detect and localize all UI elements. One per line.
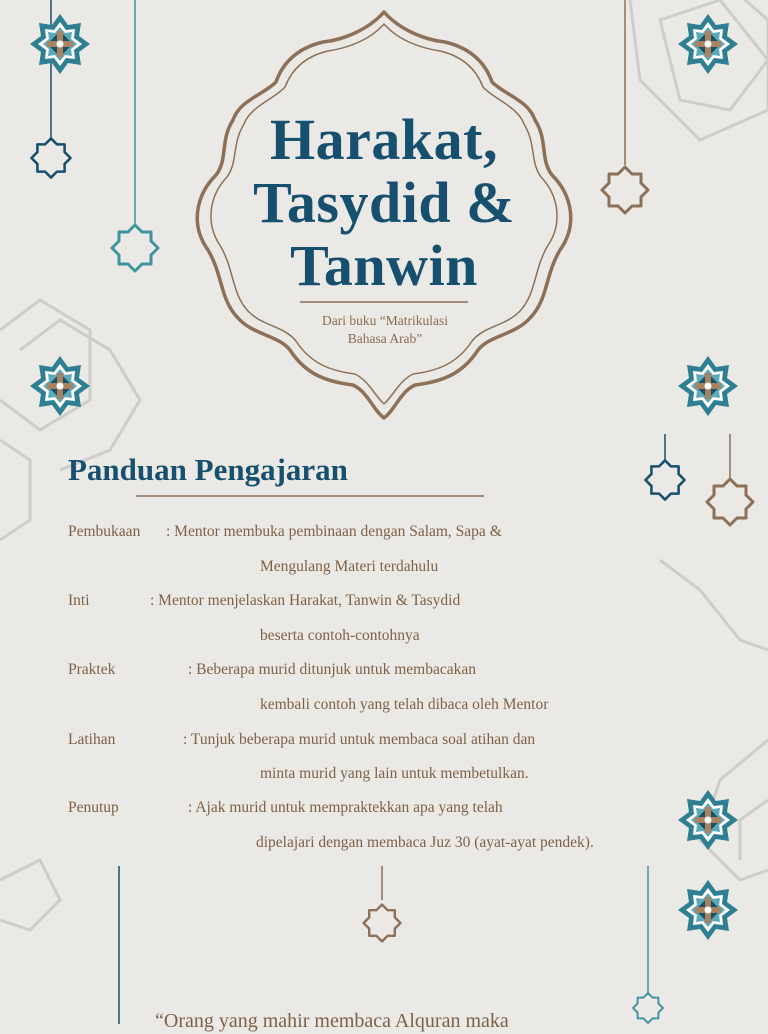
- step-text: : Tunjuk beberapa murid untuk membaca soal atihan dan: [183, 731, 536, 748]
- star-icon: [112, 225, 158, 271]
- star-icon: [602, 167, 648, 213]
- step-continuation: minta murid yang lain untuk membetulkan.: [260, 765, 529, 782]
- subtitle-line-2: Bahasa Arab”: [347, 331, 423, 346]
- step-label: Latihan: [68, 731, 116, 748]
- subtitle-line-1: Dari buku “Matrikulasi: [322, 313, 448, 328]
- step-continuation: dipelajari dengan membaca Juz 30 (ayat-ayat pendek).: [256, 834, 594, 851]
- step-label: Pembukaan: [68, 523, 141, 540]
- ornament-icon: [678, 880, 738, 940]
- step-continuation: Mengulang Materi terdahulu: [260, 558, 439, 575]
- title-line-2: Tasydid &: [253, 170, 515, 235]
- star-icon: [364, 905, 401, 942]
- ornament-icon: [30, 14, 90, 74]
- star-icon: [31, 138, 70, 177]
- step-text: : Beberapa murid ditunjuk untuk membacakan: [188, 661, 476, 678]
- step-label: Praktek: [68, 661, 116, 678]
- step-text: : Mentor membuka pembinaan dengan Salam, Sapa &: [166, 523, 502, 540]
- quote-text: “Orang yang mahir membaca Alquran maka: [155, 1010, 509, 1032]
- ornament-icon: [678, 14, 738, 74]
- star-icon: [645, 460, 684, 499]
- step-text: : Ajak murid untuk mempraktekkan apa yang telah: [188, 799, 503, 816]
- title-line-1: Harakat,: [270, 107, 498, 172]
- step-label: Inti: [68, 592, 90, 609]
- step-text: : Mentor menjelaskan Harakat, Tanwin & Tasydid: [150, 592, 461, 609]
- star-icon: [633, 993, 663, 1023]
- star-icon: [707, 479, 753, 525]
- step-label: Penutup: [68, 799, 119, 816]
- page-title: [214, 108, 554, 297]
- step-continuation: beserta contoh-contohnya: [260, 627, 420, 644]
- title-line-3: Tanwin: [290, 233, 478, 298]
- ornament-icon: [678, 790, 738, 850]
- subtitle: [290, 312, 480, 348]
- step-continuation: kembali contoh yang telah dibaca oleh Mentor: [260, 696, 549, 713]
- ornament-icon: [678, 356, 738, 416]
- ornament-icon: [30, 356, 90, 416]
- section-heading: Panduan Pengajaran: [68, 452, 348, 487]
